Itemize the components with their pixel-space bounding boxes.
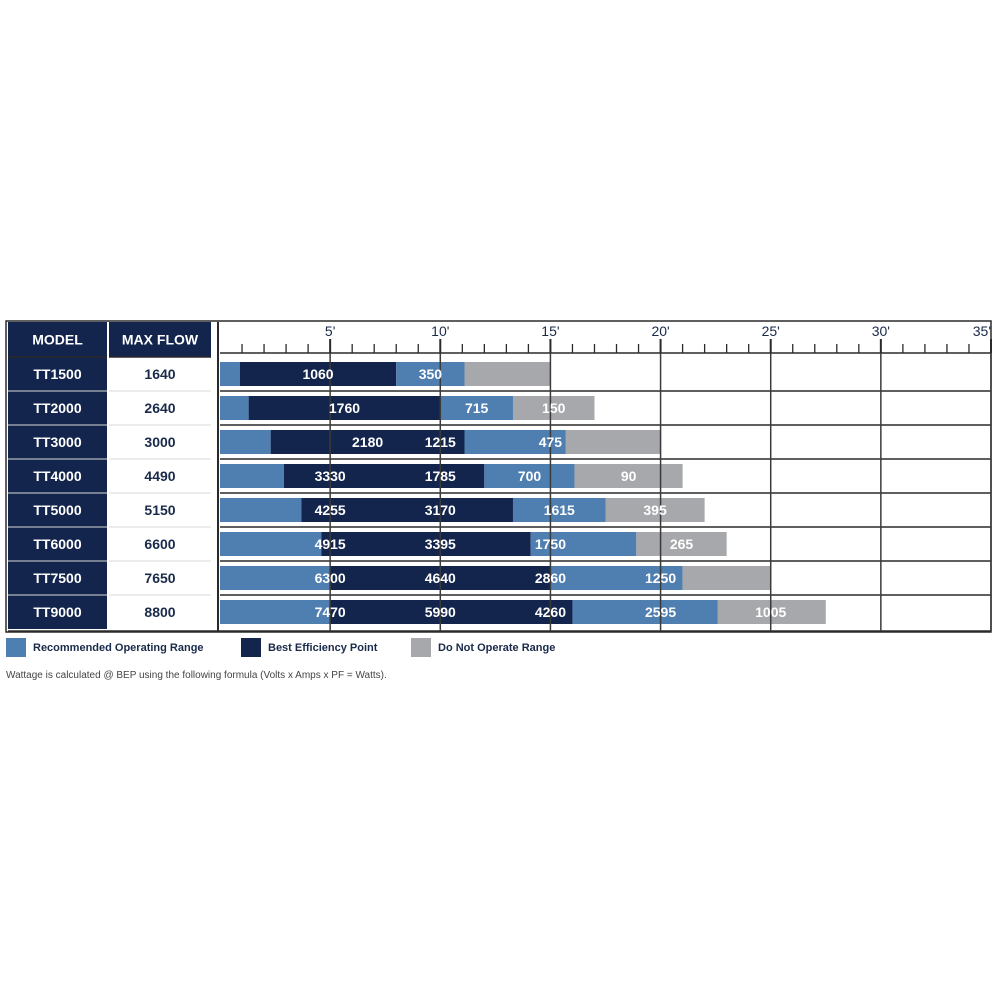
max-flow-value: 5150 — [144, 502, 176, 518]
bar-value-label: 2180 — [352, 434, 384, 450]
bar-segment-rec — [220, 362, 240, 386]
model-label: TT1500 — [33, 366, 82, 382]
bar-segment-rec — [220, 396, 249, 420]
bar-value-label: 3170 — [424, 502, 456, 518]
bar-value-label: 715 — [464, 400, 489, 416]
x-tick-label: 15' — [541, 323, 560, 339]
legend-swatch-dno — [411, 638, 431, 657]
x-tick-label: 35' — [972, 323, 991, 339]
bar-value-label: 5990 — [424, 604, 456, 620]
legend-label: Best Efficiency Point — [268, 642, 378, 654]
legend-swatch-bep — [241, 638, 261, 657]
max-flow-value: 2640 — [144, 400, 176, 416]
bar-segment-dno — [566, 430, 661, 454]
max-flow-header: MAX FLOW — [121, 331, 199, 348]
bar-value-label: 265 — [669, 536, 694, 552]
bar-value-label: 7470 — [314, 604, 346, 620]
x-tick-label: 30' — [871, 323, 890, 339]
bar-value-label: 1215 — [424, 434, 456, 450]
max-flow-value: 3000 — [144, 434, 176, 450]
bar-value-label: 4915 — [314, 536, 346, 552]
bar-value-label: 3395 — [424, 536, 456, 552]
bar-value-label: 150 — [542, 400, 566, 416]
x-tick-label: 5' — [324, 323, 336, 339]
x-tick-label: 10' — [431, 323, 450, 339]
bar-value-label: 475 — [538, 434, 563, 450]
bar-value-label: 4260 — [534, 604, 567, 620]
legend-swatch-rec — [6, 638, 26, 657]
model-label: TT3000 — [33, 434, 82, 450]
max-flow-value: 4490 — [144, 468, 176, 484]
model-label: TT4000 — [33, 468, 82, 484]
bar-segment-rec — [220, 532, 321, 556]
bar-value-label: 700 — [517, 468, 542, 484]
model-header: MODEL — [32, 331, 83, 348]
footnote: Wattage is calculated @ BEP using the following formula (Volts x Amps x PF = Watts). — [6, 670, 387, 681]
x-tick-label: 20' — [651, 323, 670, 339]
bar-value-label: 1005 — [755, 604, 787, 620]
legend — [6, 638, 555, 657]
bar-value-label: 1250 — [644, 570, 677, 586]
bar-segment-rec — [220, 464, 284, 488]
bar-value-label: 90 — [620, 468, 637, 484]
max-flow-value: 8800 — [144, 604, 176, 620]
model-label: TT2000 — [33, 400, 82, 416]
bar-segment-rec — [220, 498, 302, 522]
bar-value-label: 1060 — [302, 366, 334, 382]
bar-segment-dno — [465, 362, 551, 386]
model-label: TT7500 — [33, 570, 82, 586]
x-tick-label: 25' — [761, 323, 780, 339]
bar-value-label: 395 — [643, 502, 667, 518]
model-label: TT6000 — [33, 536, 82, 552]
bar-segment-dno — [683, 566, 771, 590]
model-label: TT9000 — [33, 604, 82, 620]
bar-value-label: 1760 — [328, 400, 361, 416]
max-flow-value: 1640 — [144, 366, 176, 382]
model-label: TT5000 — [33, 502, 82, 518]
legend-label: Recommended Operating Range — [33, 642, 204, 654]
max-flow-value: 6600 — [144, 536, 176, 552]
legend-label: Do Not Operate Range — [438, 642, 556, 654]
bar-value-label: 2860 — [534, 570, 567, 586]
bar-value-label: 6300 — [314, 570, 346, 586]
bar-value-label: 4640 — [424, 570, 456, 586]
bar-value-label: 1615 — [543, 502, 575, 518]
bar-value-label: 1750 — [534, 536, 567, 552]
bar-segment-rec — [220, 430, 271, 454]
bar-value-label: 1785 — [424, 468, 456, 484]
bar-value-label: 2595 — [644, 604, 677, 620]
bar-value-label: 350 — [418, 366, 443, 382]
bar-value-label: 4255 — [314, 502, 346, 518]
max-flow-value: 7650 — [144, 570, 176, 586]
bar-value-label: 3330 — [314, 468, 346, 484]
